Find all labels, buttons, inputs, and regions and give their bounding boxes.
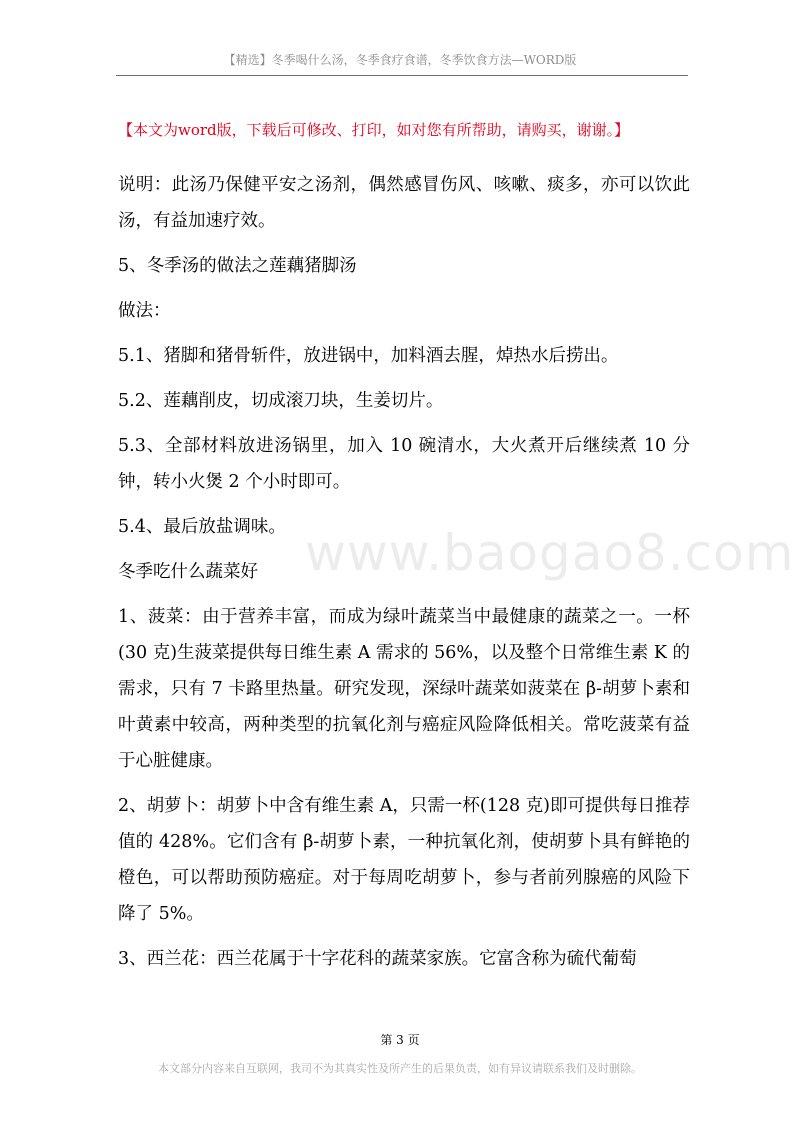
header-divider [116, 75, 688, 76]
method-label: 做法： [118, 301, 171, 321]
paragraph-broccoli: 3、西兰花：西兰花属于十字花科的蔬菜家族。它富含称为硫代葡萄 [118, 949, 637, 969]
step-5-3: 5.3、全部材料放进汤锅里，加入 10 碗清水，大火煮开后继续煮 10 分钟，转小火煲 2 个小时即可。 [118, 436, 690, 492]
paragraph-carrot: 2、胡萝卜：胡萝卜中含有维生素 A，只需一杯(128 克)即可提供每日推荐值的 428%。它们含有 β-胡萝卜素，一种抗氧化剂，使胡萝卜具有鲜艳的橙色，可以帮助预防癌症。对于每周吃胡萝卜，参与者前列腺癌的风险下降了 5%。 [118, 796, 690, 924]
heading-winter-vegetables: 冬季吃什么蔬菜好 [118, 562, 258, 582]
running-header: 【精选】冬季喝什么汤，冬季食疗食谱，冬季饮食方法—WORD版 [223, 53, 577, 67]
paragraph-spinach: 1、菠菜：由于营养丰富，而成为绿叶蔬菜当中最健康的蔬菜之一。一杯(30 克)生菠菜提供每日维生素 A 需求的 56%，以及整个日常维生素 K 的需求，只有 7 卡路里热量。研究发现，深绿叶蔬菜如菠菜在 β-胡萝卜素和叶黄素中较高，两种类型的抗氧化剂与癌症风险降低相关。常吃菠菜有益于心脏健康。 [118, 607, 690, 771]
heading-lotus-soup: 5、冬季汤的做法之莲藕猪脚汤 [118, 256, 357, 276]
step-5-4: 5.4、最后放盐调味。 [118, 517, 286, 537]
step-5-1: 5.1、猪脚和猪骨斩件，放进锅中，加料酒去腥，焯热水后捞出。 [118, 346, 619, 366]
footer-disclaimer: 本文部分内容来自互联网，我司不为其真实性及所产生的后果负责，如有异议请联系我们及时删除。 [158, 1062, 642, 1075]
watermark: www.baogao8.com [305, 524, 795, 582]
download-notice: 【本文为word版，下载后可修改、打印，如对您有所帮助，请购买，谢谢。】 [118, 121, 630, 139]
step-5-2: 5.2、莲藕削皮，切成滚刀块，生姜切片。 [118, 391, 444, 411]
paragraph-note: 说明：此汤乃保健平安之汤剂，偶然感冒伤风、咳嗽、痰多，亦可以饮此汤，有益加速疗效。 [118, 175, 690, 231]
page-number: 第 3 页 [380, 1033, 420, 1047]
